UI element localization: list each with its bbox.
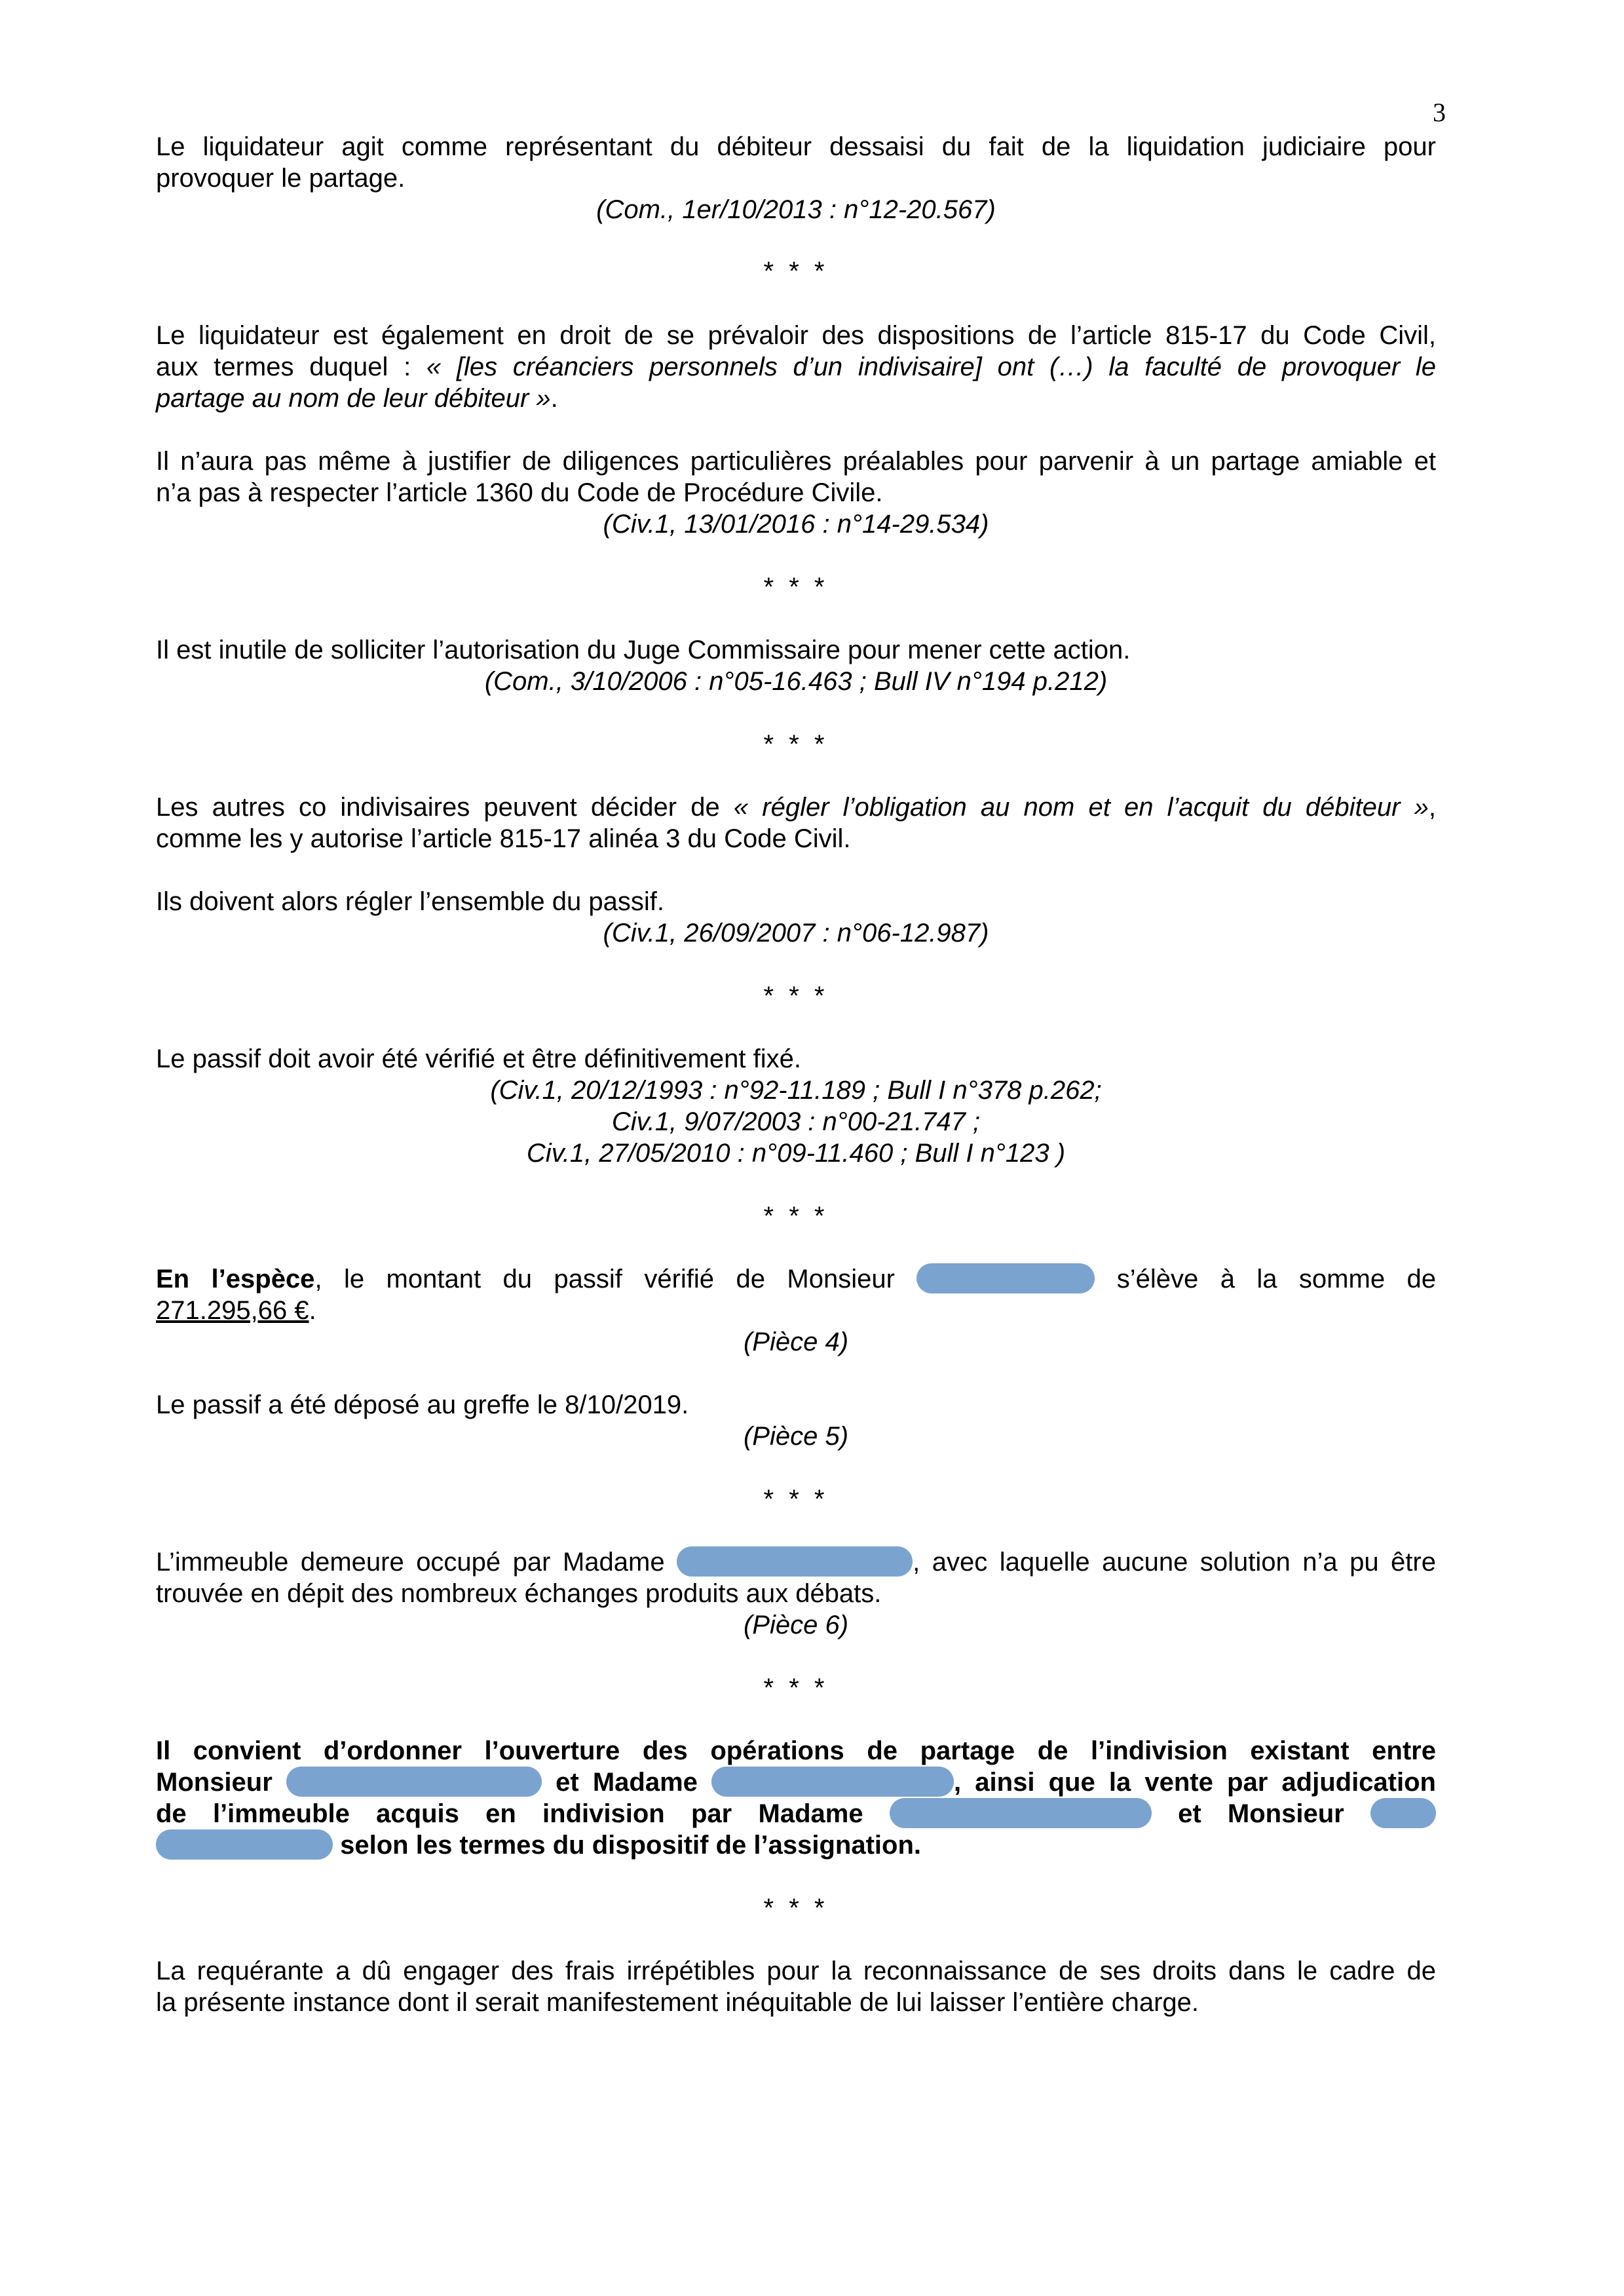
paragraph-line: Il n’aura pas même à justifier de diligences particulières préalables pour parvenir à un partage amiable et — [156, 447, 1436, 476]
paragraph-line — [156, 1767, 1436, 1798]
citation: (Civ.1, 26/09/2007 : n°06-12.987) — [603, 919, 989, 947]
text-run: . — [309, 1296, 316, 1325]
paragraph-line: provoquer le partage. — [156, 164, 406, 193]
citation: Civ.1, 27/05/2010 : n°09-11.460 ; Bull I n°123 ) — [526, 1139, 1066, 1168]
redaction-mark — [677, 1546, 913, 1577]
amount-text: 271.295,66 € — [156, 1296, 309, 1325]
separator: * * * — [763, 730, 829, 759]
paragraph-line: Le passif doit avoir été vérifié et être définitivement fixé. — [156, 1044, 801, 1073]
paragraph-line — [156, 383, 1436, 414]
paragraph-line: La requérante a dû engager des frais irrépétibles pour la reconnaissance de ses droits dans le cadre de — [156, 1957, 1436, 1985]
quote-text: « régler l’obligation au nom et en l’acquit du débiteur » — [733, 793, 1429, 822]
redaction-mark — [286, 1767, 542, 1797]
paragraph-line: trouvée en dépit des nombreux échanges produits aux débats. — [156, 1579, 882, 1608]
text-run: Les autres co indivisaires peuvent décider de — [156, 793, 734, 822]
redaction-mark — [711, 1767, 954, 1797]
redaction-mark — [156, 1829, 333, 1860]
citation: (Civ.1, 13/01/2016 : n°14-29.534) — [603, 510, 989, 539]
text-run: , ainsi que la vente par adjudication — [954, 1768, 1436, 1797]
paragraph-line — [156, 1829, 1436, 1861]
redaction-mark — [890, 1798, 1152, 1828]
citation: Civ.1, 9/07/2003 : n°00-21.747 ; — [611, 1107, 981, 1136]
citation: (Com., 1er/10/2013 : n°12-20.567) — [596, 195, 996, 224]
separator: * * * — [763, 1674, 829, 1702]
quote-text: « [les créanciers personnels d’un indivisaire] ont (…) la faculté de provoquer le — [426, 353, 1437, 381]
paragraph-line: la présente instance dont il serait manifestement inéquitable de lui laisser l’entière charge. — [156, 1988, 1199, 2017]
text-run: et Madame — [556, 1768, 698, 1797]
separator: * * * — [763, 1202, 829, 1231]
text-run: , — [1428, 793, 1436, 822]
redaction-mark — [916, 1263, 1095, 1293]
paragraph-line — [156, 1798, 1436, 1829]
page-number: 3 — [1433, 98, 1446, 127]
citation: (Civ.1, 20/12/1993 : n°92-11.189 ; Bull I n°378 p.262; — [490, 1076, 1102, 1105]
text-run: selon les termes du dispositif de l’assignation. — [340, 1831, 921, 1860]
redaction-mark — [1370, 1798, 1436, 1828]
exhibit-reference: (Pièce 6) — [743, 1611, 849, 1639]
separator: * * * — [763, 257, 829, 286]
paragraph-line: Il convient d’ordonner l’ouverture des opérations de partage de l’indivision existant entre — [156, 1736, 1436, 1765]
paragraph-line — [156, 1295, 1436, 1326]
separator: * * * — [763, 1894, 829, 1923]
paragraph-line: Le liquidateur est également en droit de se prévaloir des dispositions de l’article 815-17 du Code Civil, — [156, 321, 1436, 350]
exhibit-reference: (Pièce 5) — [743, 1422, 849, 1451]
paragraph-line: Ils doivent alors régler l’ensemble du passif. — [156, 887, 664, 916]
text-run: L’immeuble demeure occupé par Madame — [156, 1548, 665, 1577]
citation: (Com., 3/10/2006 : n°05-16.463 ; Bull IV n°194 p.212) — [484, 667, 1108, 696]
separator: * * * — [763, 1485, 829, 1514]
text-run: aux termes duquel : — [156, 353, 426, 381]
text-run: . — [550, 384, 558, 413]
quote-text: partage au nom de leur débiteur » — [156, 384, 551, 413]
paragraph-line — [156, 1546, 1436, 1578]
text-run: , avec laquelle aucune solution n’a pu être — [913, 1548, 1436, 1577]
paragraph-line — [156, 351, 1436, 383]
paragraph-line: Le passif a été déposé au greffe le 8/10/2019. — [156, 1390, 689, 1419]
emphasis-text: En l’espèce — [156, 1265, 315, 1293]
separator: * * * — [763, 982, 829, 1010]
paragraph-line: n’a pas à respecter l’article 1360 du Code de Procédure Civile. — [156, 478, 883, 507]
text-run: s’élève à la somme de — [1116, 1265, 1436, 1293]
text-run: de l’immeuble acquis en indivision par Madame — [156, 1799, 863, 1828]
paragraph-line — [156, 1263, 1436, 1295]
paragraph-line — [156, 792, 1436, 823]
separator: * * * — [763, 573, 829, 602]
paragraph-line: comme les y autorise l’article 815-17 alinéa 3 du Code Civil. — [156, 824, 851, 853]
paragraph-line: Le liquidateur agit comme représentant du débiteur dessaisi du fait de la liquidation judiciaire pour — [156, 132, 1436, 161]
text-run: , le montant du passif vérifié de Monsieur — [314, 1265, 895, 1293]
text-run: et Monsieur — [1178, 1799, 1344, 1828]
paragraph-line: Il est inutile de solliciter l’autorisation du Juge Commissaire pour mener cette action. — [156, 636, 1131, 664]
exhibit-reference: (Pièce 4) — [743, 1328, 849, 1356]
text-run: Monsieur — [156, 1768, 273, 1797]
